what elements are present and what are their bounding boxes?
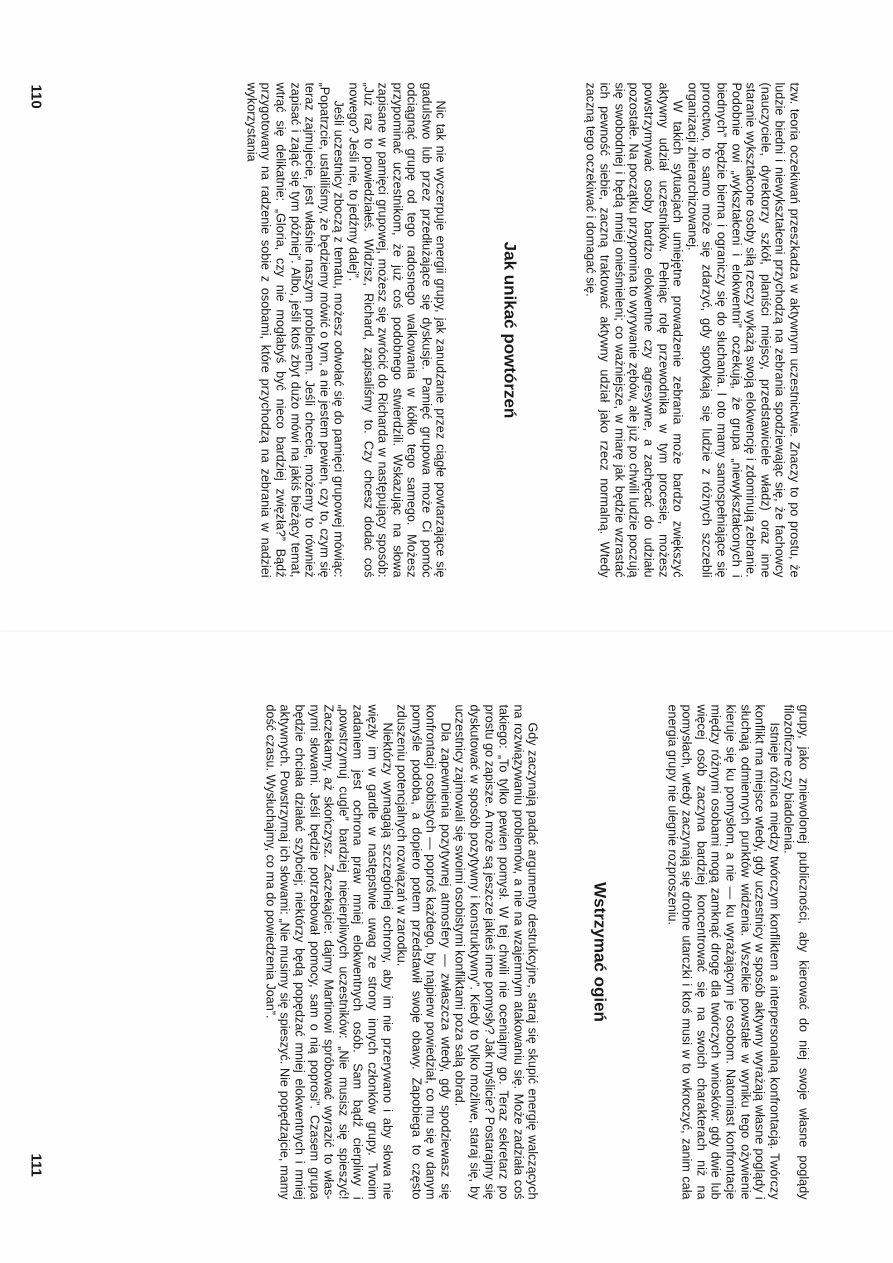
right-paragraph-2: Istnieje różnica między twórczym konfliktem a interpersonalną konfrontacją. Twórczy konflikt ma miejsce wtedy, gdy uczestnicy w sposób aktywny wyrażają własne poglądy i słuchają odmiennych punktów widzenia. Wszelkie powstałe w wyniku tego ożywienie kieruje się ku pomysłom, a nie — ku wyrażającym je osobom. Natomiast konfrontacje między różnymi osobami mogą zamknąć drogę dla twórczych wniosków: gdy dwie lub więcej osób zaczyna bardziej koncentrować się na swoich charakterach niż na pomysłach, wtedy zaczynają się drobne utarczki i ktoś musi w to wkroczyć, zanim cała energia grupy nie ulegnie rozproszeniu. — [664, 704, 781, 1199]
left-paragraph-2: W takich sytuacjach umiejętne prowadzenie zebrania może bardzo zwiększyć aktywny udział uczestników. Pełniąc rolę przewodnika w tym procesie, możesz powstrzymywać osoby bardzo elokwentne czy agresywne, a zachęcać do udziału pozostałe. Na początku przypomina to wyrywanie zębów, ale już po chwili ludzie poczują się swobodniej i będą mniej onieśmieleni; co ważniejsze, w miarę jak będzie wzrastać ich pewność siebie, zaczną traktować aktywny udział jako rzecz normalną. Wtedy zaczną tego oczekiwać i domagać się. — [582, 82, 685, 577]
left-paragraph-1: tzw. teoria oczekiwań przeszkadza w aktywnym uczestnictwie. Znaczy to po prostu, że ludzie biedni i niewykształceni przychodzą na zebrania spodziewając się, że fachowcy (nauczyciele, dyrektorzy szkół, planiści miejscy, przedstawiciele władz) oraz inne staranie wykształcone osoby siłą rzeczy wykażą swoją elokwencję i zdominują zebranie. Podobnie owi „wykształceni i elokwentni” oczekują, że grupa „niewykształconych i biednych” będzie bierna i ograniczy się do słuchania. I oto mamy samospełniające się proroctwo, to samo może się zdarzyć, gdy spotykają się ludzie z różnych szczebli organizacji zhierarchizowanej. — [684, 82, 801, 577]
right-paragraph-3: Gdy zaczynają padać argumenty destrukcyjne, staraj się skupić energię walczących na rozwiązywaniu problemów, a nie na wzajemnym atakowaniu się. Może zadziała coś takiego: „To tylko pewien pomysł. W tej chwili nie oceniajmy go. Teraz sekretarz po prostu go zapisze. A może są jeszcze jakieś inne pomysły? Jak myślicie? Postarajmy się dyskutować w sposób pozytywny i konstruktywny”. Kiedy to tylko możliwe, staraj się, by uczestnicy zajmowali się swoimi osobistymi konfliktami poza salą obrad. — [452, 704, 540, 1199]
right-page-number: 111 — [27, 1153, 44, 1177]
section-heading-jak-unikac-powtorzen: Jak unikać powtórzeń — [500, 241, 520, 418]
right-paragraph-4: Dla zapewnienia pozytywnej atmosfery — zwłaszcza wtedy, gdy spodziewasz się konfrontacji osobistych — poproś każdego, by najpierw powiedział, co mu się w danym pomyśle podoba, a dopiero potem przedstawił swoje obawy. Zapobiega to często zduszeniu potencjalnych rozwiązań w zarodku. — [394, 704, 452, 1199]
left-page-column — [243, 82, 801, 577]
right-page-column — [262, 704, 810, 1199]
left-page-number: 110 — [27, 84, 44, 109]
right-paragraph-5: Niektórzy wymagają szczególnej ochrony, aby im nie przerywano i aby słowa nie więzły im w gardle w następstwie uwag ze strony innych członków grupy. Twoim zadaniem jest ochrona praw mniej elokwentnych osób. Sam bądź cierpliwy i „powstrzymuj cugle” bardziej niecierpliwych uczestników: „Nie musisz się spieszyć! Zaczekamy, aż skończysz. Zaczekajcie: dajmy Martinowi spróbować wyrazić to własnymi słowami. Jeśli będzie potrzebował pomocy, sam o nią poprosi”. Czasem grupa będzie chciała działać szybciej; niektórzy będą popędzać mniej elokwentnych i mniej aktywnych. Powstrzymaj ich słowami: „Nie musimy się spieszyć. Nie popędzajcie, mamy dość czasu. Wysłuchajmy, co ma do powiedzenia Joan”. — [262, 704, 394, 1199]
right-page — [0, 632, 893, 1263]
section-heading-wstrzymac-ogien: Wstrzymać ogień — [590, 881, 610, 1022]
left-paragraph-4: Jeśli uczestnicy zboczą z tematu, możesz odwołać się do pamięci grupowej mówiąc: „Popatrzcie, ustaliliśmy, że będziemy mówić o tym, a nie jestem pewien, czy to, czym się teraz zajmujecie, jest właśnie naszym problemem. Jeśli chcecie, możemy to również zapisać i zająć się tym później”. Albo, jeśli ktoś zbyt dużo mówi na jakiś bieżący temat, wtrąć się delikatnie: „Gloria, czy nie mogłabyś być nieco bardziej zwięzła?” Bądź przygotowany na radzenie sobie z osobami, które przychodzą na zebrania w nadziei wykorzystania — [243, 82, 346, 577]
left-paragraph-3: Nic tak nie wyczerpuje energii grupy, jak zanudzanie przez ciągłe powtarzające się gadulstwo lub przez przedłużające się dyskusje. Pamięć grupowa może Ci pomóc odciągnąć grupę od tego radosnego walkowania w kółko tego samego. Możesz przypominać uczestnikom, że już coś podobnego stwierdzili. Wskazując na słowa zapisane w pamięci grupowej, możesz się zwrócić do Richarda w następujący sposób: „Już raz to powiedziałeś. Widzisz, Richard, zapisaliśmy to. Czy chcesz dodać coś nowego? Jeśli nie, to jedźmy dalej”. — [345, 82, 448, 577]
left-page — [0, 0, 893, 631]
page-gutter — [0, 630, 893, 631]
right-paragraph-1: grupy, jako zniewolonej publiczności, aby kierować do niej swoje własne poglądy filozoficzne czy biadolenia. — [781, 704, 810, 1199]
